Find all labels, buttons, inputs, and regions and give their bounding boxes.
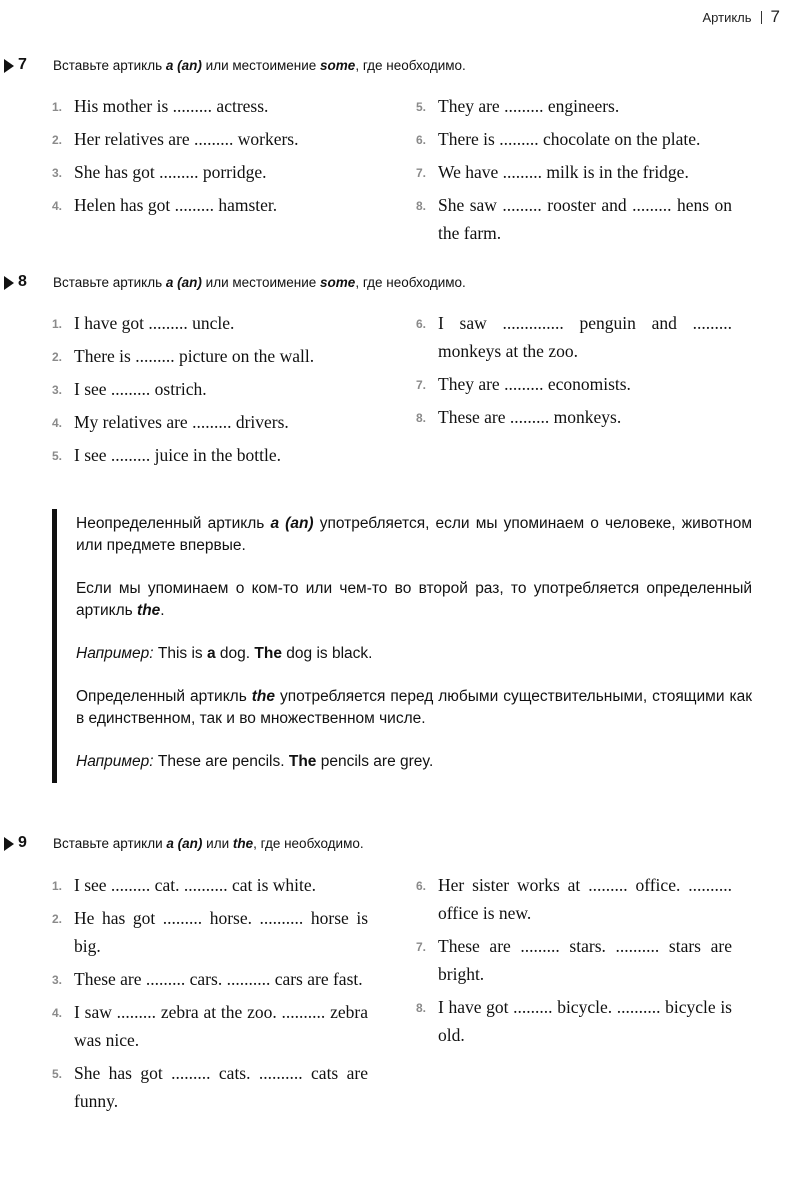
- rule-text-part: употребляется перед любыми существительными, стоящими как в единственном, так и во множественном числе.: [76, 688, 752, 727]
- section-title: Артикль: [702, 9, 752, 25]
- item-number: 7.: [416, 378, 427, 392]
- right-column: [416, 309, 732, 431]
- item-number: 3.: [52, 166, 63, 180]
- list-item: [52, 191, 368, 219]
- list-item: [416, 158, 732, 186]
- example-label: Например:: [76, 753, 154, 770]
- exercise-number: 9: [18, 834, 27, 851]
- rule-text: [76, 513, 752, 773]
- item-number: 8.: [416, 411, 427, 425]
- exercise-number: 7: [18, 56, 27, 73]
- play-triangle-icon: [4, 837, 14, 851]
- item-number: 6.: [416, 317, 427, 331]
- list-item: [52, 158, 368, 186]
- list-item: [52, 408, 368, 436]
- instruction-text: или местоимение: [201, 275, 321, 290]
- grammar-rule-box: [52, 509, 752, 783]
- list-item: [416, 370, 732, 398]
- list-item: [416, 309, 732, 365]
- item-text: They are ......... economists.: [438, 374, 631, 394]
- item-text: She saw ......... rooster and ......... hens on the farm.: [438, 195, 732, 243]
- list-item: [416, 403, 732, 431]
- item-text: I see ......... cat. .......... cat is white.: [74, 875, 317, 895]
- example-text: pencils are grey.: [316, 753, 434, 770]
- item-number: 3.: [52, 973, 63, 987]
- item-text: Her relatives are ......... workers.: [74, 129, 299, 149]
- rule-paragraph: [76, 513, 752, 557]
- exercise-heading: [0, 273, 798, 295]
- item-text: My relatives are ......... drivers.: [74, 412, 289, 432]
- rule-text-part: .: [160, 602, 165, 619]
- item-text: They are ......... engineers.: [438, 96, 620, 116]
- list-item: [52, 904, 368, 960]
- instruction-text: или местоимение: [201, 58, 321, 73]
- item-text: Her sister works at ......... office. .......... office is new.: [438, 875, 732, 923]
- list-item: [52, 998, 368, 1054]
- rule-example: [76, 751, 752, 773]
- example-text: dog.: [215, 645, 255, 662]
- right-column: [416, 871, 732, 1049]
- item-number: 7.: [416, 166, 427, 180]
- instruction-text: Вставьте артикль: [53, 58, 166, 73]
- list-item: [52, 375, 368, 403]
- rule-text-part: употребляется, если мы упоминаем о человеке, животном или предмете впервые.: [76, 515, 753, 554]
- exercise-8: [0, 273, 798, 465]
- item-number: 1.: [52, 317, 63, 331]
- exercise-instruction: [53, 58, 466, 73]
- rule-paragraph: [76, 578, 752, 622]
- item-number: 3.: [52, 383, 63, 397]
- item-number: 7.: [416, 940, 427, 954]
- example-article: The: [288, 753, 317, 770]
- item-text: We have ......... milk is in the fridge.: [438, 162, 689, 182]
- item-text: These are ......... stars. .......... stars are bright.: [438, 936, 732, 984]
- example-article: The: [254, 645, 282, 662]
- header-divider: [761, 11, 762, 24]
- item-number: 1.: [52, 879, 63, 893]
- item-text: I saw .............. penguin and ......... monkeys at the zoo.: [438, 313, 732, 361]
- item-number: 2.: [52, 912, 63, 926]
- example-text: dog is black.: [281, 645, 373, 662]
- example-text: This is: [153, 645, 207, 662]
- instruction-text: Вставьте артикли: [53, 836, 167, 851]
- left-column: [52, 871, 368, 1115]
- list-item: [416, 92, 732, 120]
- list-item: [416, 932, 732, 988]
- rule-article: the: [137, 602, 161, 619]
- item-number: 6.: [416, 133, 427, 147]
- item-text: He has got ......... horse. .......... horse is big.: [74, 908, 368, 956]
- exercise-9: [0, 834, 798, 1111]
- instruction-pronoun: the: [232, 836, 254, 851]
- example-label: Например:: [76, 645, 154, 662]
- list-item: [416, 871, 732, 927]
- exercise-heading: [0, 834, 798, 856]
- example-article: a: [207, 645, 216, 662]
- rule-accent-bar: [52, 509, 57, 783]
- list-item: [52, 965, 368, 993]
- exercise-heading: [0, 56, 798, 78]
- item-text: I have got ......... uncle.: [74, 313, 235, 333]
- item-text: She has got ......... cats. .......... cats are funny.: [74, 1063, 368, 1111]
- instruction-article: a (an): [166, 836, 203, 851]
- list-item: [416, 125, 732, 153]
- list-item: [52, 92, 368, 120]
- instruction-text: , где необходимо.: [355, 275, 466, 290]
- item-number: 5.: [416, 100, 427, 114]
- instruction-pronoun: some: [320, 58, 356, 73]
- play-triangle-icon: [4, 276, 14, 290]
- list-item: [52, 125, 368, 153]
- item-number: 6.: [416, 879, 427, 893]
- instruction-article: a (an): [165, 58, 202, 73]
- item-text: Helen has got ......... hamster.: [74, 195, 278, 215]
- instruction-article: a (an): [165, 275, 202, 290]
- running-header: [703, 6, 781, 28]
- list-item: [52, 441, 368, 469]
- item-number: 5.: [52, 449, 63, 463]
- rule-text-part: Неопределенный артикль: [76, 515, 271, 532]
- left-column: [52, 92, 368, 219]
- left-column: [52, 309, 368, 469]
- item-number: 8.: [416, 199, 427, 213]
- rule-article: the: [251, 688, 275, 705]
- list-item: [416, 993, 732, 1049]
- item-number: 4.: [52, 416, 63, 430]
- item-text: These are ......... monkeys.: [438, 407, 622, 427]
- item-text: There is ......... chocolate on the plate.: [438, 129, 701, 149]
- right-column: [416, 92, 732, 247]
- play-triangle-icon: [4, 59, 14, 73]
- list-item: [52, 871, 368, 899]
- list-item: [416, 191, 732, 247]
- item-text: I saw ......... zebra at the zoo. .......... zebra was nice.: [74, 1002, 368, 1050]
- list-item: [52, 309, 368, 337]
- item-number: 4.: [52, 199, 63, 213]
- item-number: 1.: [52, 100, 63, 114]
- item-text: I see ......... juice in the bottle.: [74, 445, 282, 465]
- exercise-instruction: [53, 275, 466, 290]
- rule-paragraph: [76, 686, 752, 730]
- item-number: 8.: [416, 1001, 427, 1015]
- list-item: [52, 1059, 368, 1115]
- exercise-7: [0, 56, 798, 243]
- item-text: These are ......... cars. .......... cars are fast.: [74, 969, 363, 989]
- list-item: [52, 342, 368, 370]
- item-text: I have got ......... bicycle. .......... bicycle is old.: [438, 997, 732, 1045]
- item-number: 2.: [52, 350, 63, 364]
- instruction-text: Вставьте артикль: [53, 275, 166, 290]
- item-number: 2.: [52, 133, 63, 147]
- item-text: There is ......... picture on the wall.: [74, 346, 315, 366]
- instruction-pronoun: some: [320, 275, 356, 290]
- item-text: She has got ......... porridge.: [74, 162, 267, 182]
- item-number: 5.: [52, 1067, 63, 1081]
- instruction-text: , где необходимо.: [253, 836, 364, 851]
- rule-text-part: Определенный артикль: [76, 688, 252, 705]
- item-text: His mother is ......... actress.: [74, 96, 269, 116]
- item-text: I see ......... ostrich.: [74, 379, 207, 399]
- rule-article: a (an): [270, 515, 314, 532]
- page-number: 7: [770, 7, 780, 26]
- rule-text-part: Если мы упоминаем о ком-то или чем-то во второй раз, то употребляется определенный артикль: [76, 580, 752, 619]
- exercise-number: 8: [18, 273, 27, 290]
- item-number: 4.: [52, 1006, 63, 1020]
- instruction-text: , где необходимо.: [355, 58, 466, 73]
- exercise-instruction: [53, 836, 364, 851]
- instruction-text: или: [202, 836, 233, 851]
- rule-example: [76, 643, 752, 665]
- example-text: These are pencils.: [153, 753, 289, 770]
